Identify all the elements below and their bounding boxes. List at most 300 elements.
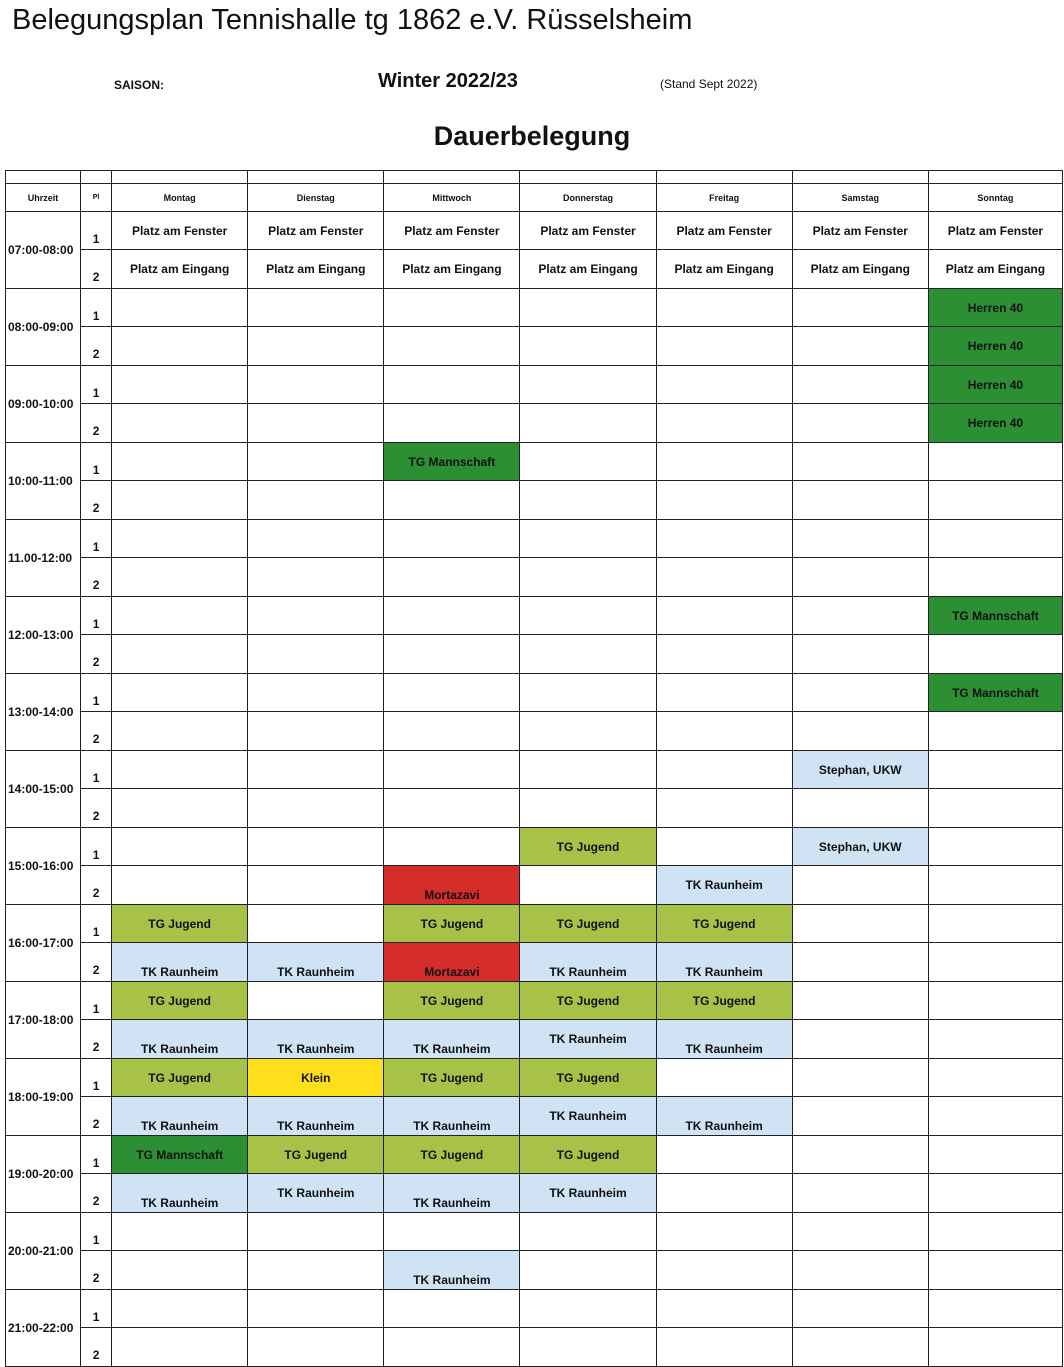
empty-cell xyxy=(248,366,384,404)
empty-cell xyxy=(248,1328,384,1367)
empty-cell xyxy=(656,289,792,327)
empty-cell xyxy=(792,905,928,943)
column-header-day: Mittwoch xyxy=(384,184,520,212)
empty-cell xyxy=(520,712,656,751)
empty-cell xyxy=(656,674,792,712)
court-number: 2 xyxy=(81,635,112,674)
empty-cell xyxy=(520,289,656,327)
empty-cell xyxy=(928,520,1062,558)
empty-cell xyxy=(248,327,384,366)
booking-cell: TK Raunheim xyxy=(520,943,656,982)
court-number: 1 xyxy=(81,212,112,250)
schedule-row xyxy=(6,712,1063,751)
booking-cell: TG Mannschaft xyxy=(384,443,520,481)
schedule-row xyxy=(6,212,1063,250)
empty-cell xyxy=(248,982,384,1020)
empty-cell xyxy=(656,558,792,597)
empty-cell xyxy=(384,404,520,443)
empty-cell xyxy=(656,1213,792,1251)
empty-cell xyxy=(112,481,248,520)
empty-cell xyxy=(792,481,928,520)
booking-cell: TG Jugend xyxy=(112,982,248,1020)
empty-cell xyxy=(520,558,656,597)
court-number: 2 xyxy=(81,789,112,828)
booking-cell: Mortazavi xyxy=(384,943,520,982)
schedule-row xyxy=(6,866,1063,905)
spacer-row xyxy=(6,171,1063,184)
time-slot-label: 18:00-19:00 xyxy=(6,1059,81,1136)
court-number: 2 xyxy=(81,327,112,366)
time-slot-label: 21:00-22:00 xyxy=(6,1290,81,1367)
booking-cell: Mortazavi xyxy=(384,866,520,905)
booking-cell: TG Jugend xyxy=(520,828,656,866)
empty-cell xyxy=(520,1328,656,1367)
schedule-row xyxy=(6,1097,1063,1136)
schedule-row xyxy=(6,635,1063,674)
column-header-time: Uhrzeit xyxy=(6,184,81,212)
court-number: 1 xyxy=(81,1059,112,1097)
empty-cell xyxy=(928,1290,1062,1328)
booking-cell: TK Raunheim xyxy=(656,866,792,905)
court-name: Platz am Eingang xyxy=(520,250,656,289)
empty-cell xyxy=(928,481,1062,520)
court-number: 2 xyxy=(81,1097,112,1136)
court-name: Platz am Eingang xyxy=(792,250,928,289)
court-number: 1 xyxy=(81,366,112,404)
court-name: Platz am Fenster xyxy=(112,212,248,250)
schedule-row xyxy=(6,1213,1063,1251)
empty-cell xyxy=(928,1059,1062,1097)
empty-cell xyxy=(792,1174,928,1213)
empty-cell xyxy=(520,443,656,481)
empty-cell xyxy=(792,635,928,674)
court-name: Platz am Eingang xyxy=(248,250,384,289)
empty-cell xyxy=(520,674,656,712)
booking-cell: TK Raunheim xyxy=(656,1097,792,1136)
empty-cell xyxy=(248,635,384,674)
empty-cell xyxy=(792,327,928,366)
court-name: Platz am Eingang xyxy=(656,250,792,289)
empty-cell xyxy=(248,866,384,905)
column-header-day: Samstag xyxy=(792,184,928,212)
empty-cell xyxy=(792,674,928,712)
empty-cell xyxy=(384,751,520,789)
empty-cell xyxy=(792,1136,928,1174)
schedule-row xyxy=(6,751,1063,789)
court-number: 1 xyxy=(81,443,112,481)
empty-cell xyxy=(384,481,520,520)
booking-cell: Herren 40 xyxy=(928,327,1062,366)
time-slot-label: 14:00-15:00 xyxy=(6,751,81,828)
empty-cell xyxy=(792,443,928,481)
empty-cell xyxy=(792,597,928,635)
empty-cell xyxy=(112,789,248,828)
court-number: 1 xyxy=(81,597,112,635)
court-number: 2 xyxy=(81,943,112,982)
empty-cell xyxy=(520,366,656,404)
booking-cell: TK Raunheim xyxy=(112,943,248,982)
booking-cell: Klein xyxy=(248,1059,384,1097)
empty-cell xyxy=(248,1290,384,1328)
schedule-row xyxy=(6,289,1063,327)
empty-cell xyxy=(928,635,1062,674)
court-number: 2 xyxy=(81,250,112,289)
schedule-row xyxy=(6,789,1063,828)
column-header-day: Sonntag xyxy=(928,184,1062,212)
court-number: 2 xyxy=(81,481,112,520)
empty-cell xyxy=(792,520,928,558)
empty-cell xyxy=(928,712,1062,751)
booking-cell: TK Raunheim xyxy=(248,1020,384,1059)
booking-cell: TK Raunheim xyxy=(248,1097,384,1136)
empty-cell xyxy=(928,1020,1062,1059)
empty-cell xyxy=(928,1097,1062,1136)
empty-cell xyxy=(112,289,248,327)
schedule-row xyxy=(6,943,1063,982)
empty-cell xyxy=(656,327,792,366)
booking-cell: TG Jugend xyxy=(112,1059,248,1097)
empty-cell xyxy=(384,828,520,866)
empty-cell xyxy=(248,1251,384,1290)
court-number: 1 xyxy=(81,289,112,327)
empty-cell xyxy=(248,789,384,828)
empty-cell xyxy=(112,520,248,558)
empty-cell xyxy=(384,674,520,712)
booking-cell: Herren 40 xyxy=(928,404,1062,443)
empty-cell xyxy=(792,1097,928,1136)
empty-cell xyxy=(792,1213,928,1251)
empty-cell xyxy=(112,327,248,366)
booking-cell: TG Mannschaft xyxy=(928,674,1062,712)
empty-cell xyxy=(792,558,928,597)
empty-cell xyxy=(928,751,1062,789)
booking-cell: TK Raunheim xyxy=(520,1174,656,1213)
empty-cell xyxy=(520,481,656,520)
booking-cell: TG Jugend xyxy=(520,1136,656,1174)
booking-cell: Herren 40 xyxy=(928,366,1062,404)
empty-cell xyxy=(248,404,384,443)
empty-cell xyxy=(792,1290,928,1328)
empty-cell xyxy=(112,404,248,443)
time-slot-label: 17:00-18:00 xyxy=(6,982,81,1059)
booking-cell: TG Jugend xyxy=(520,905,656,943)
empty-cell xyxy=(520,1213,656,1251)
schedule-row xyxy=(6,404,1063,443)
court-name: Platz am Fenster xyxy=(248,212,384,250)
court-number: 1 xyxy=(81,982,112,1020)
column-header-day: Montag xyxy=(112,184,248,212)
court-number: 1 xyxy=(81,1290,112,1328)
empty-cell xyxy=(928,789,1062,828)
schedule-row xyxy=(6,520,1063,558)
empty-cell xyxy=(656,520,792,558)
booking-cell: TK Raunheim xyxy=(112,1174,248,1213)
schedule-row xyxy=(6,366,1063,404)
schedule-row xyxy=(6,982,1063,1020)
court-number: 2 xyxy=(81,1251,112,1290)
schedule-row xyxy=(6,905,1063,943)
empty-cell xyxy=(520,866,656,905)
booking-cell: TG Jugend xyxy=(384,982,520,1020)
empty-cell xyxy=(928,1328,1062,1367)
court-number: 1 xyxy=(81,751,112,789)
booking-cell: TK Raunheim xyxy=(384,1251,520,1290)
empty-cell xyxy=(384,1290,520,1328)
court-number: 2 xyxy=(81,1174,112,1213)
empty-cell xyxy=(384,789,520,828)
empty-cell xyxy=(112,558,248,597)
schedule-row xyxy=(6,1251,1063,1290)
court-number: 1 xyxy=(81,1213,112,1251)
empty-cell xyxy=(792,1059,928,1097)
court-name: Platz am Fenster xyxy=(928,212,1062,250)
column-header-court: Pl xyxy=(81,184,112,212)
schedule-row xyxy=(6,597,1063,635)
schedule-row xyxy=(6,1020,1063,1059)
empty-cell xyxy=(792,789,928,828)
empty-cell xyxy=(792,1251,928,1290)
empty-cell xyxy=(792,866,928,905)
booking-cell: TK Raunheim xyxy=(384,1097,520,1136)
empty-cell xyxy=(792,1020,928,1059)
time-slot-label: 09:00-10:00 xyxy=(6,366,81,443)
empty-cell xyxy=(792,943,928,982)
column-header-day: Freitag xyxy=(656,184,792,212)
time-slot-label: 07:00-08:00 xyxy=(6,212,81,289)
booking-cell: TG Jugend xyxy=(656,905,792,943)
booking-cell: TK Raunheim xyxy=(248,943,384,982)
time-slot-label: 11.00-12:00 xyxy=(6,520,81,597)
empty-cell xyxy=(112,635,248,674)
empty-cell xyxy=(520,751,656,789)
time-slot-label: 10:00-11:00 xyxy=(6,443,81,520)
empty-cell xyxy=(792,404,928,443)
empty-cell xyxy=(520,789,656,828)
empty-cell xyxy=(248,597,384,635)
booking-cell: TG Jugend xyxy=(384,1136,520,1174)
column-header-day: Donnerstag xyxy=(520,184,656,212)
empty-cell xyxy=(656,1290,792,1328)
column-header-day: Dienstag xyxy=(248,184,384,212)
court-name: Platz am Eingang xyxy=(928,250,1062,289)
booking-cell: TG Jugend xyxy=(520,982,656,1020)
empty-cell xyxy=(112,866,248,905)
court-number: 2 xyxy=(81,558,112,597)
schedule-row xyxy=(6,327,1063,366)
empty-cell xyxy=(928,866,1062,905)
empty-cell xyxy=(248,828,384,866)
court-name: Platz am Fenster xyxy=(384,212,520,250)
stand-date: (Stand Sept 2022) xyxy=(660,77,758,91)
booking-cell: TG Jugend xyxy=(384,905,520,943)
empty-cell xyxy=(520,1290,656,1328)
booking-cell: TG Jugend xyxy=(248,1136,384,1174)
empty-cell xyxy=(384,558,520,597)
empty-cell xyxy=(792,366,928,404)
empty-cell xyxy=(928,828,1062,866)
booking-cell: TK Raunheim xyxy=(384,1174,520,1213)
empty-cell xyxy=(248,481,384,520)
empty-cell xyxy=(112,597,248,635)
empty-cell xyxy=(520,404,656,443)
empty-cell xyxy=(792,712,928,751)
empty-cell xyxy=(792,289,928,327)
empty-cell xyxy=(384,520,520,558)
time-slot-label: 12:00-13:00 xyxy=(6,597,81,674)
time-slot-label: 08:00-09:00 xyxy=(6,289,81,366)
empty-cell xyxy=(656,1174,792,1213)
empty-cell xyxy=(928,982,1062,1020)
schedule-table xyxy=(5,170,1063,1367)
empty-cell xyxy=(384,635,520,674)
court-number: 2 xyxy=(81,1020,112,1059)
booking-cell: TK Raunheim xyxy=(384,1020,520,1059)
booking-cell: TG Mannschaft xyxy=(112,1136,248,1174)
court-number: 1 xyxy=(81,1136,112,1174)
court-number: 2 xyxy=(81,712,112,751)
empty-cell xyxy=(520,327,656,366)
court-number: 1 xyxy=(81,905,112,943)
court-number: 2 xyxy=(81,866,112,905)
empty-cell xyxy=(112,1328,248,1367)
empty-cell xyxy=(656,443,792,481)
booking-cell: Herren 40 xyxy=(928,289,1062,327)
time-slot-label: 19:00-20:00 xyxy=(6,1136,81,1213)
empty-cell xyxy=(248,289,384,327)
schedule-row xyxy=(6,1059,1063,1097)
saison-value: Winter 2022/23 xyxy=(378,70,518,92)
booking-cell: TK Raunheim xyxy=(656,943,792,982)
empty-cell xyxy=(520,635,656,674)
empty-cell xyxy=(656,1328,792,1367)
empty-cell xyxy=(384,597,520,635)
empty-cell xyxy=(656,1136,792,1174)
court-name: Platz am Eingang xyxy=(112,250,248,289)
empty-cell xyxy=(656,404,792,443)
booking-cell: TG Jugend xyxy=(520,1059,656,1097)
booking-cell: Stephan, UKW xyxy=(792,751,928,789)
empty-cell xyxy=(656,789,792,828)
empty-cell xyxy=(112,1213,248,1251)
header-row xyxy=(6,184,1063,212)
empty-cell xyxy=(248,1213,384,1251)
booking-cell: TG Jugend xyxy=(384,1059,520,1097)
schedule-row xyxy=(6,443,1063,481)
empty-cell xyxy=(248,558,384,597)
empty-cell xyxy=(112,751,248,789)
empty-cell xyxy=(248,674,384,712)
empty-cell xyxy=(928,1136,1062,1174)
court-number: 1 xyxy=(81,674,112,712)
schedule-row xyxy=(6,250,1063,289)
time-slot-label: 20:00-21:00 xyxy=(6,1213,81,1290)
empty-cell xyxy=(656,635,792,674)
empty-cell xyxy=(656,828,792,866)
booking-cell: TK Raunheim xyxy=(520,1097,656,1136)
empty-cell xyxy=(928,443,1062,481)
empty-cell xyxy=(656,481,792,520)
empty-cell xyxy=(656,751,792,789)
court-number: 2 xyxy=(81,404,112,443)
empty-cell xyxy=(248,520,384,558)
booking-cell: TK Raunheim xyxy=(112,1020,248,1059)
empty-cell xyxy=(656,597,792,635)
empty-cell xyxy=(520,1251,656,1290)
schedule-row xyxy=(6,828,1063,866)
time-slot-label: 15:00-16:00 xyxy=(6,828,81,905)
booking-cell: TK Raunheim xyxy=(112,1097,248,1136)
booking-cell: TG Mannschaft xyxy=(928,597,1062,635)
court-name: Platz am Fenster xyxy=(656,212,792,250)
empty-cell xyxy=(656,1251,792,1290)
empty-cell xyxy=(112,712,248,751)
empty-cell xyxy=(384,327,520,366)
saison-label: SAISON: xyxy=(114,78,165,92)
empty-cell xyxy=(792,1328,928,1367)
empty-cell xyxy=(112,443,248,481)
empty-cell xyxy=(520,520,656,558)
empty-cell xyxy=(248,751,384,789)
empty-cell xyxy=(520,597,656,635)
time-slot-label: 13:00-14:00 xyxy=(6,674,81,751)
court-name: Platz am Eingang xyxy=(384,250,520,289)
booking-cell: TG Jugend xyxy=(656,982,792,1020)
subtitle: Dauerbelegung xyxy=(433,121,631,151)
empty-cell xyxy=(384,289,520,327)
empty-cell xyxy=(656,366,792,404)
court-number: 1 xyxy=(81,828,112,866)
empty-cell xyxy=(928,1174,1062,1213)
empty-cell xyxy=(928,1213,1062,1251)
booking-cell: TK Raunheim xyxy=(656,1020,792,1059)
empty-cell xyxy=(928,558,1062,597)
empty-cell xyxy=(248,905,384,943)
empty-cell xyxy=(248,712,384,751)
court-number: 2 xyxy=(81,1328,112,1367)
schedule-row xyxy=(6,481,1063,520)
court-name: Platz am Fenster xyxy=(520,212,656,250)
empty-cell xyxy=(112,828,248,866)
court-name: Platz am Fenster xyxy=(792,212,928,250)
empty-cell xyxy=(112,674,248,712)
empty-cell xyxy=(384,712,520,751)
booking-cell: TK Raunheim xyxy=(248,1174,384,1213)
page-title: Belegungsplan Tennishalle tg 1862 e.V. Rüsselsheim xyxy=(12,4,693,36)
time-slot-label: 16:00-17:00 xyxy=(6,905,81,982)
empty-cell xyxy=(112,366,248,404)
empty-cell xyxy=(792,982,928,1020)
empty-cell xyxy=(384,366,520,404)
schedule-row xyxy=(6,1290,1063,1328)
schedule-row xyxy=(6,1136,1063,1174)
court-number: 1 xyxy=(81,520,112,558)
booking-cell: TG Jugend xyxy=(112,905,248,943)
booking-cell: TK Raunheim xyxy=(520,1020,656,1059)
empty-cell xyxy=(384,1213,520,1251)
empty-cell xyxy=(112,1290,248,1328)
empty-cell xyxy=(656,712,792,751)
schedule-row xyxy=(6,1328,1063,1367)
empty-cell xyxy=(248,443,384,481)
empty-cell xyxy=(928,905,1062,943)
empty-cell xyxy=(656,1059,792,1097)
schedule-row xyxy=(6,1174,1063,1213)
schedule-row xyxy=(6,674,1063,712)
empty-cell xyxy=(928,943,1062,982)
empty-cell xyxy=(112,1251,248,1290)
schedule-row xyxy=(6,558,1063,597)
empty-cell xyxy=(928,1251,1062,1290)
